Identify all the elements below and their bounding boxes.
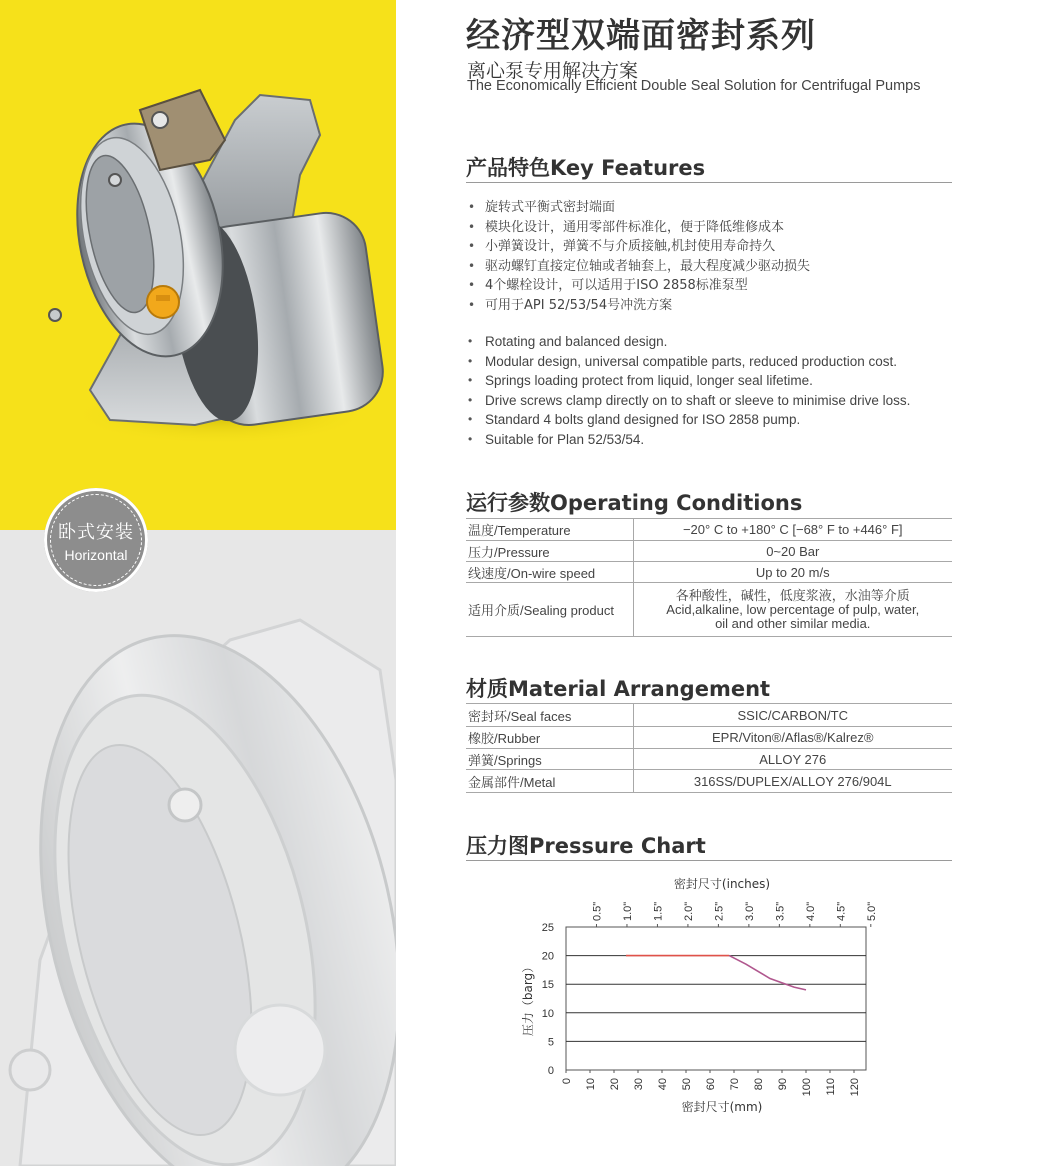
x-tick-label: 100 [801,1078,813,1097]
table-cell-value: SSIC/CARBON/TC [633,704,952,727]
horizontal-install-badge [44,488,148,592]
material-table [466,703,952,793]
list-item: • 模块化设计，通用零部件标准化，便于降低维修成本 [468,218,810,238]
x-tick-label: 70 [729,1078,741,1091]
list-item: • 可用于API 52/53/54号冲洗方案 [468,296,810,316]
list-item: • 4个螺栓设计，可以适用于ISO 2858标准泵型 [468,276,810,296]
x2-tick-label: 2.0" [682,901,695,921]
x-tick-label: 50 [681,1078,693,1091]
y-tick-label: 15 [541,979,554,992]
list-item: • Suitable for Plan 52/53/54. [468,430,910,450]
table-row [466,541,952,562]
x-tick-label: 60 [705,1078,717,1091]
table-cell-key: 压力/Pressure [466,541,633,562]
x2-tick-label: 5.0" [865,901,878,921]
table-cell-value: ALLOY 276 [633,749,952,770]
x-tick-label: 0 [561,1078,573,1085]
subtitle-en: The Economically Efficient Double Seal Solution for Centrifugal Pumps [467,78,921,94]
table-row [466,519,952,541]
table-cell-key: 橡胶/Rubber [466,727,633,749]
y-tick-label: 20 [541,950,554,963]
table-cell-value: EPR/Viton®/Aflas®/Kalrez® [633,727,952,749]
pressure-chart [466,870,952,1130]
list-item: • 旋转式平衡式密封端面 [468,198,810,218]
table-row [466,583,952,637]
x-tick-label: 40 [657,1078,669,1091]
badge-label-cn: 卧式安装 [58,521,134,543]
operating-heading: 运行参数Operating Conditions [466,491,803,515]
x-tick-label: 30 [633,1078,645,1091]
table-row [466,770,952,793]
table-cell-value: 316SS/DUPLEX/ALLOY 276/904L [633,770,952,793]
mechanical-seal-closeup-image [0,600,396,1166]
product-visual-panel [0,0,396,1166]
x-tick-label: 20 [609,1078,621,1091]
table-cell-value [633,583,952,637]
x2-tick-label: 1.0" [621,901,634,921]
list-item: • 驱动螺钉直接定位轴或者轴套上，最大程度减少驱动损失 [468,257,810,277]
features-list-cn [468,198,810,316]
table-row [466,704,952,727]
table-cell-key: 温度/Temperature [466,519,633,541]
list-item: • 小弹簧设计，弹簧不与介质接触,机封使用寿命持久 [468,237,810,257]
table-cell-key: 金属部件/Metal [466,770,633,793]
table-row [466,727,952,749]
x-tick-label: 80 [753,1078,765,1091]
media-line-cn: 各种酸性，碱性，低度浆液，水油等介质 [675,587,910,603]
operating-table [466,518,952,637]
pressure-chart-heading: 压力图Pressure Chart [466,834,706,858]
x2-tick-label: 3.0" [743,901,756,921]
series-line [729,956,806,990]
x2-tick-label: 4.5" [835,901,848,921]
table-row [466,749,952,770]
features-divider [466,182,952,183]
list-item: • Springs loading protect from liquid, longer seal lifetime. [468,371,910,391]
x2-tick-label: 0.5" [591,901,604,921]
table-cell-value: 0~20 Bar [633,541,952,562]
features-list-en [468,332,910,450]
table-cell-key: 适用介质/Sealing product [466,583,633,637]
list-item: • Drive screws clamp directly on to shaft or sleeve to minimise drive loss. [468,391,910,411]
table-cell-key: 密封环/Seal faces [466,704,633,727]
x2-axis-label: 密封尺寸(inches) [673,877,771,891]
table-cell-value: −20° C to +180° C [−68° F to +446° F] [633,519,952,541]
x-tick-label: 120 [849,1078,861,1097]
x-tick-label: 10 [585,1078,597,1091]
y-axis-label: 压力（barg） [521,960,535,1037]
media-line-en-2: oil and other similar media. [715,615,871,631]
y-tick-label: 25 [541,922,554,934]
pressure-chart-divider [466,860,952,861]
list-item: • Rotating and balanced design. [468,332,910,352]
badge-label-en: Horizontal [64,546,128,563]
material-heading: 材质Material Arrangement [466,677,771,701]
x-axis-label: 密封尺寸(mm) [681,1100,763,1114]
y-tick-label: 5 [547,1036,554,1049]
x2-tick-label: 1.5" [652,901,665,921]
x-tick-label: 110 [825,1078,837,1096]
x2-tick-label: 3.5" [774,901,787,921]
media-line-en-1: Acid,alkaline, low percentage of pulp, water, [666,601,920,617]
y-tick-label: 0 [547,1065,554,1077]
page-title: 经济型双端面密封系列 [466,16,816,56]
table-cell-value: Up to 20 m/s [633,562,952,583]
x2-tick-label: 4.0" [804,901,817,921]
table-row [466,562,952,583]
y-tick-label: 10 [541,1007,554,1020]
list-item: • Standard 4 bolts gland designed for ISO 2858 pump. [468,410,910,430]
x-tick-label: 90 [777,1078,789,1091]
table-cell-key: 弹簧/Springs [466,749,633,770]
subtitle-cn: 离心泵专用解决方案 [467,60,639,82]
list-item: • Modular design, universal compatible parts, reduced production cost. [468,352,910,372]
mechanical-seal-image [20,80,390,460]
features-heading: 产品特色Key Features [466,156,706,180]
pressure-chart-svg [466,870,952,1130]
x2-tick-label: 2.5" [713,901,726,921]
table-cell-key: 线速度/On-wire speed [466,562,633,583]
plot-frame [566,927,866,1070]
